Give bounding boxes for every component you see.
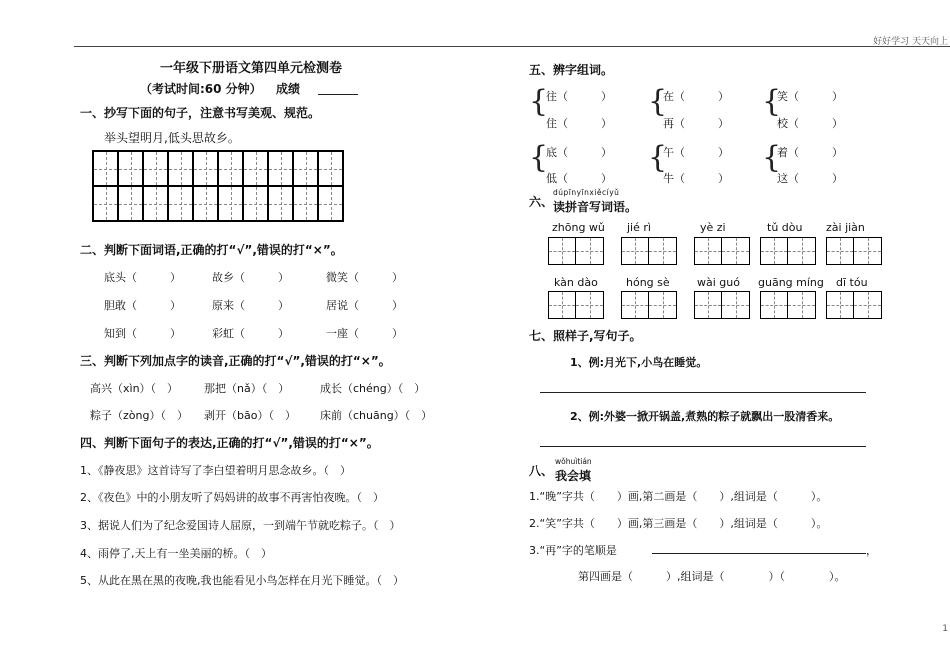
header-rule — [74, 46, 950, 47]
q5-item[interactable]: 着（ ） — [777, 146, 843, 159]
q6-heading: 读拼音写词语。 — [553, 200, 638, 214]
q8-line[interactable]: 2.“笑”字共（ ）画,第三画是（ ）,组词是（ ）。 — [529, 517, 828, 530]
q2-item[interactable]: 故乡（ ） — [212, 271, 289, 284]
answer-box[interactable] — [760, 237, 816, 265]
q4-heading: 四、判断下面句子的表达,正确的打“√”,错误的打“×”。 — [80, 436, 379, 450]
q3-item[interactable]: 剥开（bāo）（ ） — [204, 409, 296, 422]
grid-cell[interactable] — [218, 186, 243, 221]
grid-cell[interactable] — [218, 151, 243, 186]
q5-item[interactable]: 往（ ） — [546, 90, 612, 103]
pinyin-word: tǔ dòu — [767, 221, 803, 234]
q5-item[interactable]: 低（ ） — [546, 172, 612, 185]
answer-box[interactable] — [694, 237, 750, 265]
grid-cell[interactable] — [318, 151, 343, 186]
answer-box[interactable] — [694, 291, 750, 319]
brace-icon: { — [648, 140, 668, 175]
q4-item[interactable]: 4、雨停了,天上有一坐美丽的桥。（ ） — [80, 547, 272, 560]
q8-number: 八、 — [529, 464, 554, 478]
q5-item[interactable]: 笑（ ） — [777, 90, 843, 103]
q2-item[interactable]: 彩虹（ ） — [212, 327, 289, 340]
q6-pinyin: dúpīnyīnxiěcíyǔ — [553, 188, 620, 197]
pinyin-word: jié rì — [627, 221, 651, 234]
q5-item[interactable]: 牛（ ） — [663, 172, 729, 185]
grid-cell[interactable] — [143, 186, 168, 221]
brace-icon: { — [529, 84, 549, 119]
page-number: 1 — [942, 624, 948, 634]
grid-cell[interactable] — [118, 186, 143, 221]
q5-item[interactable]: 这（ ） — [777, 172, 843, 185]
q2-item[interactable]: 胆敢（ ） — [104, 299, 181, 312]
answer-box[interactable] — [621, 237, 677, 265]
q3-item[interactable]: 高兴（xìn）（ ） — [90, 382, 179, 395]
answer-box[interactable] — [548, 291, 604, 319]
q4-item[interactable]: 3、据说人们为了纪念爱国诗人屈原，一到端午节就吃粽子。（ ） — [80, 519, 401, 532]
q2-item[interactable]: 一座（ ） — [326, 327, 403, 340]
pinyin-word: zài jiàn — [826, 221, 865, 234]
q4-item[interactable]: 5、从此在黑在黑的夜晚,我也能看见小鸟怎样在月光下睡觉。（ ） — [80, 574, 404, 587]
pinyin-word: wài guó — [697, 276, 740, 289]
q8-pinyin: wǒhuìtián — [555, 457, 592, 466]
q5-item[interactable]: 再（ ） — [663, 117, 729, 130]
q3-item[interactable]: 那把（nǎ）（ ） — [204, 382, 290, 395]
brace-icon: { — [762, 84, 782, 119]
q8-heading: 我会填 — [555, 469, 592, 483]
q5-item[interactable]: 底（ ） — [546, 146, 612, 159]
grid-cell[interactable] — [118, 151, 143, 186]
answer-box[interactable] — [548, 237, 604, 265]
stroke-order-blank[interactable] — [652, 553, 866, 554]
grid-cell[interactable] — [93, 186, 118, 221]
q3-item[interactable]: 成长（chéng）（ ） — [320, 382, 426, 395]
pinyin-word: yè zi — [700, 221, 726, 234]
grid-cell[interactable] — [168, 186, 193, 221]
answer-box[interactable] — [826, 237, 882, 265]
q3-heading: 三、判断下列加点字的读音,正确的打“√”,错误的打“×”。 — [80, 354, 391, 368]
q2-item[interactable]: 居说（ ） — [326, 299, 403, 312]
score-blank[interactable] — [318, 94, 358, 95]
q1-sentence: 举头望明月,低头思故乡。 — [104, 131, 240, 145]
q3-item[interactable]: 床前（chuāng）（ ） — [320, 409, 433, 422]
q7-example-1: 1、例:月光下,小鸟在睡觉。 — [570, 356, 708, 369]
writing-grid[interactable] — [92, 150, 344, 222]
q2-item[interactable]: 底头（ ） — [104, 271, 181, 284]
pinyin-word: kàn dào — [554, 276, 598, 289]
grid-cell[interactable] — [168, 151, 193, 186]
q7-heading: 七、照样子,写句子。 — [529, 329, 642, 343]
pinyin-word: dī tóu — [836, 276, 868, 289]
brace-icon: { — [648, 84, 668, 119]
pinyin-word: zhōng wǔ — [552, 221, 605, 234]
grid-cell[interactable] — [143, 151, 168, 186]
grid-cell[interactable] — [193, 151, 218, 186]
pinyin-word: guāng míng — [758, 276, 824, 289]
grid-cell[interactable] — [93, 151, 118, 186]
exam-time: （考试时间:60 分钟） — [140, 82, 262, 96]
q8-line[interactable]: 第四画是（ ）,组词是（ ）（ ）。 — [578, 570, 846, 583]
q5-item[interactable]: 住（ ） — [546, 117, 612, 130]
grid-cell[interactable] — [268, 186, 293, 221]
answer-box[interactable] — [760, 291, 816, 319]
answer-box[interactable] — [621, 291, 677, 319]
q4-item[interactable]: 1、《静夜思》这首诗写了李白望着明月思念故乡。（ ） — [80, 464, 351, 477]
q5-heading: 五、辨字组词。 — [529, 63, 614, 77]
q5-item[interactable]: 在（ ） — [663, 90, 729, 103]
q2-item[interactable]: 微笑（ ） — [326, 271, 403, 284]
grid-cell[interactable] — [293, 186, 318, 221]
answer-line[interactable] — [540, 392, 866, 393]
grid-cell[interactable] — [268, 151, 293, 186]
score-label: 成绩 — [276, 82, 301, 96]
grid-cell[interactable] — [193, 186, 218, 221]
header-motto: 好好学习 天天向上 — [873, 37, 948, 47]
answer-line[interactable] — [540, 446, 866, 447]
q2-item[interactable]: 知到（ ） — [104, 327, 181, 340]
q7-example-2: 2、例:外婆一掀开锅盖,煮熟的粽子就飘出一股清香来。 — [570, 410, 840, 423]
q8-line-end: ， — [866, 544, 877, 557]
grid-cell[interactable] — [318, 186, 343, 221]
q8-line[interactable]: 1.“晚”字共（ ）画,第二画是（ ）,组词是（ ）。 — [529, 490, 828, 503]
grid-cell[interactable] — [293, 151, 318, 186]
q5-item[interactable]: 午（ ） — [663, 146, 729, 159]
q5-item[interactable]: 校（ ） — [777, 117, 843, 130]
brace-icon: { — [529, 140, 549, 175]
grid-cell[interactable] — [243, 186, 268, 221]
grid-cell[interactable] — [243, 151, 268, 186]
q8-line: 3.“再”字的笔顺是 — [529, 544, 617, 557]
brace-icon: { — [762, 140, 782, 175]
q2-item[interactable]: 原来（ ） — [212, 299, 289, 312]
answer-box[interactable] — [826, 291, 882, 319]
q6-number: 六、 — [529, 195, 554, 209]
q2-heading: 二、判断下面词语,正确的打“√”,错误的打“×”。 — [80, 243, 343, 257]
q1-heading: 一、抄写下面的句子，注意书写美观、规范。 — [80, 106, 321, 120]
q4-item[interactable]: 2、《夜色》中的小朋友听了妈妈讲的故事不再害怕夜晚。（ ） — [80, 491, 384, 504]
pinyin-word: hóng sè — [626, 276, 670, 289]
q3-item[interactable]: 粽子（zòng）（ ） — [90, 409, 188, 422]
page-title: 一年级下册语文第四单元检测卷 — [160, 61, 343, 76]
